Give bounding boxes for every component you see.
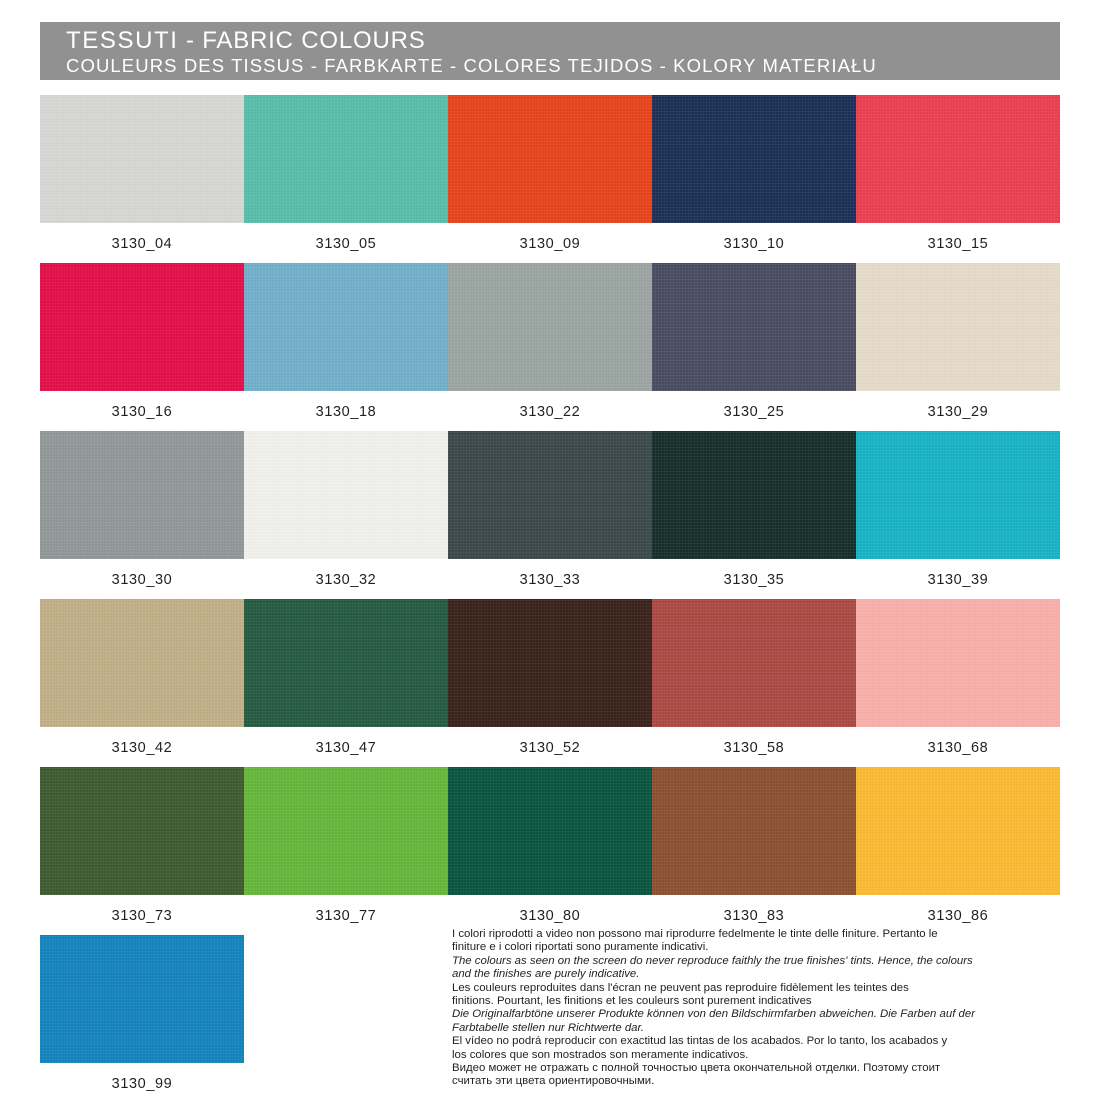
header-bar xyxy=(40,22,1060,80)
colour-chip xyxy=(40,95,244,223)
page-subtitle: COULEURS DES TISSUS - FARBKARTE - COLORES TEJIDOS - KOLORY MATERIAŁU xyxy=(66,55,877,76)
colour-code: 3130_22 xyxy=(519,404,581,420)
swatch-row xyxy=(40,431,1062,588)
swatch-cell[interactable] xyxy=(244,599,448,756)
swatch-cell[interactable] xyxy=(40,95,244,252)
colour-chip xyxy=(652,767,856,895)
swatch-cell[interactable] xyxy=(40,767,244,924)
colour-chip xyxy=(244,263,448,391)
colour-chip xyxy=(652,95,856,223)
swatch-row xyxy=(40,263,1062,420)
colour-chip xyxy=(244,599,448,727)
colour-code: 3130_15 xyxy=(927,236,989,252)
colour-chip xyxy=(652,263,856,391)
colour-chip xyxy=(448,431,652,559)
swatch-cell[interactable] xyxy=(448,263,652,420)
swatch-cell[interactable] xyxy=(40,263,244,420)
page-title xyxy=(66,27,1060,55)
swatch-cell[interactable] xyxy=(652,95,856,252)
colour-code: 3130_25 xyxy=(723,404,785,420)
colour-chip xyxy=(40,263,244,391)
colour-code: 3130_68 xyxy=(927,740,989,756)
swatch-cell[interactable] xyxy=(652,599,856,756)
swatch-cell[interactable] xyxy=(448,599,652,756)
swatch-cell[interactable] xyxy=(652,431,856,588)
page-title-main: TESSUTI xyxy=(66,27,179,54)
swatch-cell[interactable] xyxy=(652,767,856,924)
swatch-cell[interactable] xyxy=(40,599,244,756)
colour-code: 3130_18 xyxy=(315,404,377,420)
swatch-row xyxy=(40,767,1062,924)
colour-code: 3130_16 xyxy=(111,404,173,420)
disclaimer-line: The colours as seen on the screen do never reproduce faithly the true finishes' tints. Hence, the colours xyxy=(452,954,973,967)
colour-code: 3130_09 xyxy=(519,236,581,252)
colour-code: 3130_86 xyxy=(927,908,989,924)
colour-code: 3130_42 xyxy=(111,740,173,756)
swatch-cell[interactable] xyxy=(856,263,1060,420)
disclaimer-text xyxy=(452,928,1052,1089)
colour-chip xyxy=(652,431,856,559)
disclaimer-line: El vídeo no podrá reproducir con exactitud las tintas de los acabados. Por lo tanto, los acabados y xyxy=(452,1035,948,1048)
swatch-cell[interactable] xyxy=(448,431,652,588)
colour-chip xyxy=(40,767,244,895)
swatch-cell[interactable] xyxy=(856,599,1060,756)
colour-code: 3130_05 xyxy=(315,236,377,252)
disclaimer-line: finiture e i colori riportati sono puramente indicativi. xyxy=(452,941,709,954)
colour-code: 3130_35 xyxy=(723,572,785,588)
colour-chip xyxy=(40,599,244,727)
disclaimer-line: Видео может не отражать с полной точностью цвета окончательной отделки. Поэтому стоит xyxy=(452,1062,941,1075)
swatch-cell[interactable] xyxy=(448,767,652,924)
swatch-cell[interactable] xyxy=(244,263,448,420)
page-title-sub: FABRIC COLOURS xyxy=(202,27,426,54)
colour-code: 3130_58 xyxy=(723,740,785,756)
colour-chip xyxy=(244,431,448,559)
colour-code: 3130_04 xyxy=(111,236,173,252)
disclaimer-line: Farbtabelle stellen nur Richtwerte dar. xyxy=(452,1021,645,1034)
disclaimer-line: считать эти цвета ориентировочными. xyxy=(452,1075,655,1088)
colour-chip xyxy=(244,95,448,223)
swatch-cell[interactable] xyxy=(856,95,1060,252)
colour-code: 3130_73 xyxy=(111,908,173,924)
swatch-cell[interactable] xyxy=(652,263,856,420)
colour-chip xyxy=(856,95,1060,223)
disclaimer-line: Die Originalfarbtöne unserer Produkte können von den Bildschirmfarben abweichen. Die Farben auf der xyxy=(452,1008,976,1021)
colour-chip xyxy=(448,767,652,895)
swatch-cell[interactable] xyxy=(40,935,244,1092)
colour-chip xyxy=(856,599,1060,727)
disclaimer-line: finitions. Pourtant, les finitions et les couleurs sont purement indicatives xyxy=(452,995,812,1008)
disclaimer-line: Les couleurs reproduites dans l'écran ne peuvent pas reproduire fidèlement les teintes des xyxy=(452,981,909,994)
colour-chip xyxy=(448,599,652,727)
swatch-cell[interactable] xyxy=(856,767,1060,924)
colour-code: 3130_47 xyxy=(315,740,377,756)
colour-chip xyxy=(40,431,244,559)
colour-code: 3130_10 xyxy=(723,236,785,252)
colour-chip xyxy=(856,263,1060,391)
colour-code: 3130_83 xyxy=(723,908,785,924)
colour-code: 3130_52 xyxy=(519,740,581,756)
colour-code: 3130_77 xyxy=(315,908,377,924)
colour-chip xyxy=(652,599,856,727)
page-title-dash: - xyxy=(178,27,203,54)
colour-code: 3130_30 xyxy=(111,572,173,588)
colour-code: 3130_99 xyxy=(111,1076,173,1092)
swatch-cell[interactable] xyxy=(244,431,448,588)
colour-code: 3130_29 xyxy=(927,404,989,420)
colour-code: 3130_39 xyxy=(927,572,989,588)
disclaimer-line: los colores que son mostrados son meramente indicativos. xyxy=(452,1048,749,1061)
disclaimer-line: and the finishes are purely indicative. xyxy=(452,968,640,981)
colour-code: 3130_33 xyxy=(519,572,581,588)
disclaimer-line: I colori riprodotti a video non possono mai riprodurre fedelmente le tinte delle finiture. Pertanto le xyxy=(452,928,938,940)
swatch-row xyxy=(40,95,1062,252)
colour-code: 3130_80 xyxy=(519,908,581,924)
colour-chip xyxy=(448,95,652,223)
colour-chip xyxy=(244,767,448,895)
swatch-cell[interactable] xyxy=(40,431,244,588)
colour-chip xyxy=(856,431,1060,559)
colour-chip xyxy=(40,935,244,1063)
colour-chip xyxy=(448,263,652,391)
colour-code: 3130_32 xyxy=(315,572,377,588)
swatch-cell[interactable] xyxy=(244,95,448,252)
swatch-row xyxy=(40,599,1062,756)
swatch-cell[interactable] xyxy=(244,767,448,924)
colour-chip xyxy=(856,767,1060,895)
swatch-cell[interactable] xyxy=(448,95,652,252)
swatch-cell[interactable] xyxy=(856,431,1060,588)
